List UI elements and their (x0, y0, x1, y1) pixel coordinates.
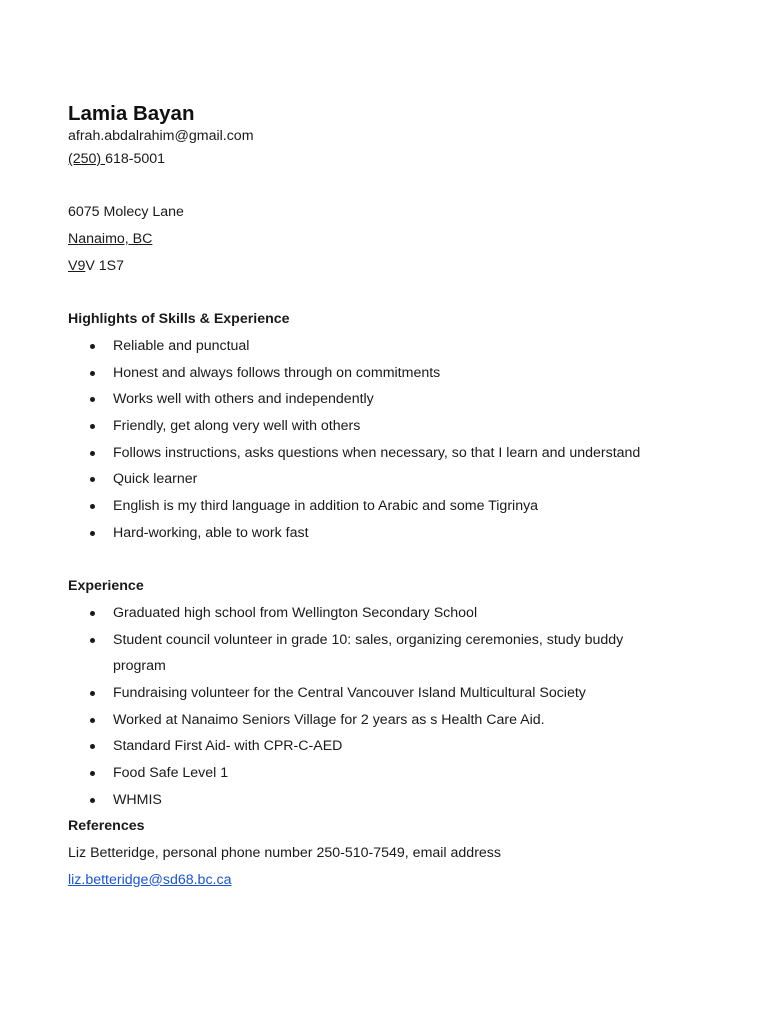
experience-item (68, 787, 708, 814)
bullet-icon (90, 718, 95, 723)
experience-item-text: Standard First Aid- with CPR-C-AED (113, 738, 343, 755)
highlight-item (68, 466, 708, 493)
experience-item-text: WHMIS (113, 791, 162, 808)
bullet-icon (90, 691, 95, 696)
highlight-item (68, 520, 708, 547)
spacer (68, 173, 708, 200)
highlight-item-text: Reliable and punctual (113, 337, 250, 354)
highlight-item (68, 360, 708, 387)
postal-code-suffix: V 1S7 (85, 257, 125, 274)
bullet-icon (90, 397, 95, 402)
experience-item (68, 760, 708, 787)
bullet-icon (90, 611, 95, 616)
experience-item (68, 733, 708, 760)
bullet-icon (90, 771, 95, 776)
phone-number (68, 146, 708, 173)
highlights-list (68, 333, 708, 547)
experience-heading: Experience (68, 578, 144, 595)
email-text: afrah.abdalrahim@gmail.com (68, 128, 254, 144)
highlight-item (68, 493, 708, 520)
experience-list (68, 600, 708, 814)
highlight-item (68, 440, 708, 467)
candidate-name: Lamia Bayan (68, 102, 195, 125)
address-city (68, 226, 708, 253)
spacer (68, 546, 708, 573)
highlight-item-text: English is my third language in addition to Arabic and some Tigrinya (113, 498, 539, 515)
experience-item (68, 600, 708, 627)
highlight-item-text: Follows instructions, asks questions when necessary, so that I learn and understand (113, 444, 641, 461)
experience-item-text: Food Safe Level 1 (113, 765, 229, 782)
bullet-icon (90, 504, 95, 509)
bullet-icon (90, 477, 95, 482)
address-city-text: Nanaimo, BC (68, 231, 153, 248)
reference-details: Liz Betteridge, personal phone number 250-510-7549, email address (68, 845, 501, 862)
reference-email-line (68, 867, 708, 894)
bullet-icon (90, 531, 95, 536)
highlight-item-text: Hard-working, able to work fast (113, 524, 309, 541)
address-postal-code (68, 253, 708, 280)
bullet-icon (90, 344, 95, 349)
highlight-item-text: Honest and always follows through on commitments (113, 364, 441, 381)
address-street: 6075 Molecy Lane (68, 204, 184, 221)
phone-area-code: (250) (68, 151, 106, 167)
resume-content (68, 101, 708, 894)
bullet-icon (90, 798, 95, 803)
experience-item-text: Student council volunteer in grade 10: sales, organizing ceremonies, study buddy program (113, 631, 624, 675)
bullet-icon (90, 451, 95, 456)
highlight-item-text: Quick learner (113, 471, 198, 488)
highlight-item-text: Works well with others and independently (113, 391, 374, 408)
bullet-icon (90, 424, 95, 429)
experience-item (68, 627, 708, 680)
references-heading: References (68, 818, 145, 835)
bullet-icon (90, 371, 95, 376)
highlights-heading: Highlights of Skills & Experience (68, 311, 290, 328)
highlight-item-text: Friendly, get along very well with others (113, 417, 361, 434)
experience-item (68, 707, 708, 734)
highlight-item (68, 333, 708, 360)
experience-item-text: Graduated high school from Wellington Secondary School (113, 604, 478, 621)
spacer (68, 279, 708, 306)
experience-item-text: Worked at Nanaimo Seniors Village for 2 years as s Health Care Aid. (113, 711, 545, 728)
phone-local-number: 618-5001 (105, 151, 166, 167)
bullet-icon (90, 744, 95, 749)
experience-item-text: Fundraising volunteer for the Central Vancouver Island Multicultural Society (113, 684, 586, 701)
highlight-item (68, 413, 708, 440)
bullet-icon (90, 638, 95, 643)
highlight-item (68, 386, 708, 413)
postal-code-prefix: V9 (68, 257, 86, 274)
reference-email-link[interactable]: liz.betteridge@sd68.bc.ca (68, 871, 232, 888)
experience-item (68, 680, 708, 707)
